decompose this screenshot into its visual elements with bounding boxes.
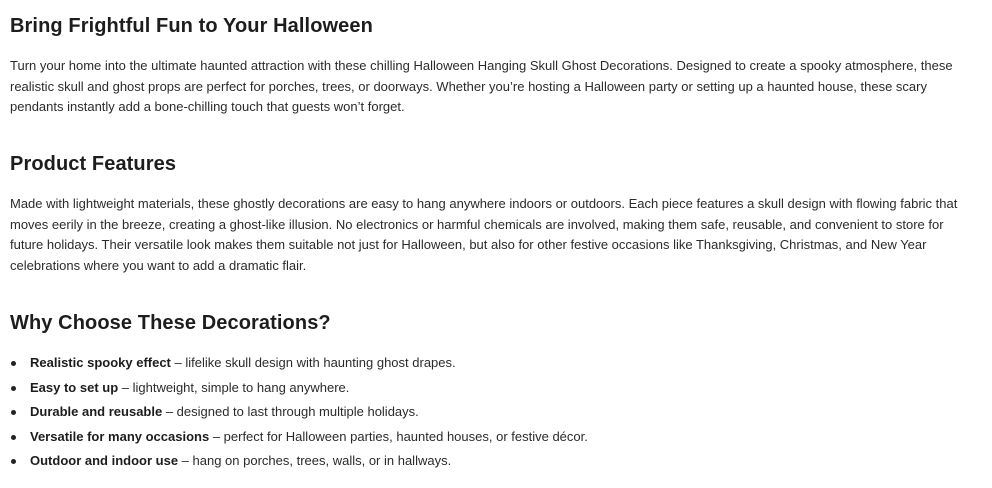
benefit-title: Outdoor and indoor use: [30, 453, 179, 469]
list-item: [10, 351, 588, 376]
bullet-icon: [11, 361, 16, 366]
features-heading: Product Features: [10, 153, 177, 175]
list-item: [10, 449, 588, 474]
why-choose-heading: Why Choose These Decorations?: [10, 312, 331, 334]
bullet-icon: [11, 459, 16, 464]
list-item: [10, 376, 588, 401]
bullet-icon: [11, 435, 16, 440]
bullet-icon: [11, 410, 16, 415]
intro-heading: Bring Frightful Fun to Your Halloween: [10, 15, 373, 37]
benefit-text: – lifelike skull design with haunting ghost drapes.: [170, 355, 456, 370]
benefit-text: – perfect for Halloween parties, haunted houses, or festive décor.: [209, 428, 588, 444]
benefits-list: [10, 351, 588, 474]
benefit-title: Durable and reusable: [30, 404, 163, 420]
benefit-text: – hang on porches, trees, walls, or in hallways.: [178, 453, 452, 469]
benefit-title: Versatile for many occasions: [30, 428, 210, 444]
bullet-icon: [11, 386, 16, 391]
list-item: [10, 400, 588, 425]
intro-paragraph: Turn your home into the ultimate haunted attraction with these chilling Halloween Hanging Skull Ghost Decorations. Designed to create a spooky atmosphere, these realistic skull and ghost props are perfect for porches, trees, or doorways. Whether you’re hosting a Halloween party or setting up a haunted house, these scary pendants instantly add a bone-chilling touch that guests won’t forget.: [10, 58, 953, 114]
list-item: [10, 425, 588, 450]
benefit-text: – lightweight, simple to hang anywhere.: [118, 379, 350, 395]
features-paragraph: Made with lightweight materials, these ghostly decorations are easy to hang anywhere indoors or outdoors. Each piece features a skull design with flowing fabric that moves eerily in the breeze, creating a ghost-like illusion. No electronics or harmful chemicals are involved, making them safe, reusable, and convenient to store for future holidays. Their versatile look makes them suitable not just for Halloween, but also for other festive occasions like Thanksgiving, Christmas, and New Year celebrations where you want to add a dramatic flair.: [10, 196, 958, 273]
benefit-text: – designed to last through multiple holidays.: [162, 404, 419, 420]
benefit-title: Realistic spooky effect: [30, 355, 171, 370]
benefit-title: Easy to set up: [30, 379, 119, 395]
